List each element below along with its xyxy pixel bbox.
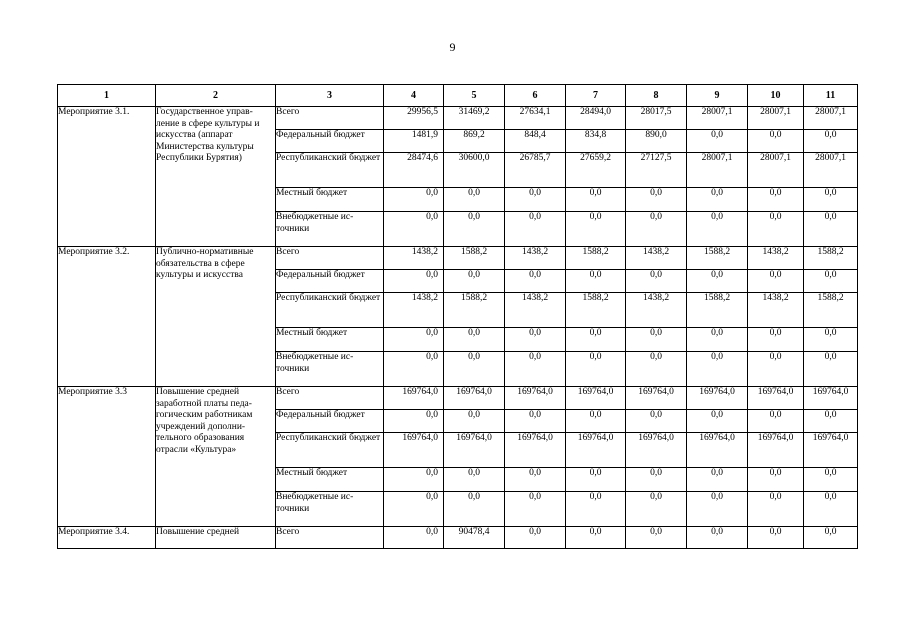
activity-description: Государственное управ-ление в сфере культуры и искусства (аппарат Министерства культуры Республики Бурятия)	[156, 107, 276, 247]
value-cell-col-10: 0,0	[748, 188, 804, 212]
value-cell-col-9: 169764,0	[687, 433, 748, 468]
funding-source: Республиканский бюджет	[276, 293, 384, 328]
value-cell-col-8: 0,0	[626, 188, 687, 212]
value-cell-col-5: 0,0	[444, 468, 505, 492]
table-body	[58, 107, 858, 549]
value-cell-col-6: 0,0	[505, 410, 566, 433]
funding-source: Республиканский бюджет	[276, 433, 384, 468]
funding-source: Внебюджетные ис-точники	[276, 352, 384, 387]
value-cell-col-9: 0,0	[687, 212, 748, 247]
value-cell-col-7: 0,0	[566, 527, 626, 549]
value-cell-col-6: 0,0	[505, 270, 566, 293]
page-number: 9	[449, 40, 456, 54]
value-cell-col-9: 28007,1	[687, 153, 748, 188]
value-cell-col-4: 0,0	[384, 410, 444, 433]
value-cell-col-8: 28017,5	[626, 107, 687, 130]
funding-source: Федеральный бюджет	[276, 270, 384, 293]
value-cell-col-10: 0,0	[748, 352, 804, 387]
value-cell-col-5: 1588,2	[444, 247, 505, 270]
value-cell-col-6: 0,0	[505, 188, 566, 212]
value-cell-col-4: 29956,5	[384, 107, 444, 130]
value-cell-col-6: 0,0	[505, 492, 566, 527]
value-cell-col-6: 0,0	[505, 468, 566, 492]
funding-source: Внебюджетные ис-точники	[276, 212, 384, 247]
value-cell-col-4: 0,0	[384, 527, 444, 549]
value-cell-col-7: 0,0	[566, 468, 626, 492]
value-cell-col-8: 890,0	[626, 130, 687, 153]
activity-description: Повышение средней	[156, 527, 276, 549]
value-cell-col-8: 1438,2	[626, 293, 687, 328]
value-cell-col-4: 1481,9	[384, 130, 444, 153]
value-cell-col-5: 0,0	[444, 410, 505, 433]
column-header-11: 11	[804, 85, 858, 107]
value-cell-col-6: 169764,0	[505, 433, 566, 468]
value-cell-col-4: 1438,2	[384, 293, 444, 328]
value-cell-col-11: 28007,1	[804, 153, 858, 188]
value-cell-col-6: 1438,2	[505, 293, 566, 328]
value-cell-col-11: 0,0	[804, 352, 858, 387]
value-cell-col-8: 0,0	[626, 352, 687, 387]
value-cell-col-7: 0,0	[566, 410, 626, 433]
value-cell-col-5: 0,0	[444, 328, 505, 352]
value-cell-col-9: 0,0	[687, 492, 748, 527]
funding-source: Всего	[276, 107, 384, 130]
value-cell-col-10: 169764,0	[748, 387, 804, 410]
value-cell-col-9: 1588,2	[687, 293, 748, 328]
value-cell-col-7: 1588,2	[566, 293, 626, 328]
value-cell-col-5: 169764,0	[444, 433, 505, 468]
column-header-3: 3	[276, 85, 384, 107]
value-cell-col-9: 0,0	[687, 352, 748, 387]
value-cell-col-10: 0,0	[748, 527, 804, 549]
value-cell-col-9: 0,0	[687, 188, 748, 212]
value-cell-col-5: 90478,4	[444, 527, 505, 549]
value-cell-col-10: 0,0	[748, 130, 804, 153]
activity-name: Мероприятие 3.4.	[58, 527, 156, 549]
column-header-6: 6	[505, 85, 566, 107]
value-cell-col-4: 0,0	[384, 492, 444, 527]
value-cell-col-10: 1438,2	[748, 247, 804, 270]
value-cell-col-7: 0,0	[566, 352, 626, 387]
value-cell-col-7: 0,0	[566, 328, 626, 352]
funding-source: Местный бюджет	[276, 188, 384, 212]
funding-source: Всего	[276, 247, 384, 270]
column-header-9: 9	[687, 85, 748, 107]
value-cell-col-6: 169764,0	[505, 387, 566, 410]
value-cell-col-9: 0,0	[687, 270, 748, 293]
value-cell-col-9: 0,0	[687, 130, 748, 153]
value-cell-col-6: 27634,1	[505, 107, 566, 130]
funding-source: Внебюджетные ис-точники	[276, 492, 384, 527]
value-cell-col-4: 169764,0	[384, 433, 444, 468]
value-cell-col-5: 0,0	[444, 270, 505, 293]
value-cell-col-11: 169764,0	[804, 433, 858, 468]
funding-source: Республиканский бюджет	[276, 153, 384, 188]
value-cell-col-10: 0,0	[748, 468, 804, 492]
value-cell-col-8: 27127,5	[626, 153, 687, 188]
value-cell-col-9: 0,0	[687, 410, 748, 433]
value-cell-col-7: 1588,2	[566, 247, 626, 270]
value-cell-col-5: 169764,0	[444, 387, 505, 410]
value-cell-col-4: 0,0	[384, 468, 444, 492]
value-cell-col-9: 0,0	[687, 527, 748, 549]
value-cell-col-4: 28474,6	[384, 153, 444, 188]
value-cell-col-6: 26785,7	[505, 153, 566, 188]
value-cell-col-8: 0,0	[626, 468, 687, 492]
value-cell-col-10: 0,0	[748, 270, 804, 293]
activity-name: Мероприятие 3.3	[58, 387, 156, 527]
value-cell-col-11: 0,0	[804, 492, 858, 527]
value-cell-col-7: 169764,0	[566, 433, 626, 468]
value-cell-col-11: 0,0	[804, 130, 858, 153]
value-cell-col-5: 30600,0	[444, 153, 505, 188]
value-cell-col-11: 0,0	[804, 212, 858, 247]
activity-name: Мероприятие 3.1.	[58, 107, 156, 247]
value-cell-col-6: 0,0	[505, 212, 566, 247]
value-cell-col-5: 1588,2	[444, 293, 505, 328]
value-cell-col-6: 0,0	[505, 527, 566, 549]
value-cell-col-8: 0,0	[626, 410, 687, 433]
value-cell-col-5: 0,0	[444, 352, 505, 387]
value-cell-col-11: 0,0	[804, 410, 858, 433]
funding-source: Федеральный бюджет	[276, 410, 384, 433]
value-cell-col-4: 1438,2	[384, 247, 444, 270]
funding-source: Местный бюджет	[276, 468, 384, 492]
value-cell-col-4: 0,0	[384, 270, 444, 293]
value-cell-col-6: 1438,2	[505, 247, 566, 270]
value-cell-col-8: 0,0	[626, 270, 687, 293]
table-row	[58, 247, 858, 270]
value-cell-col-9: 28007,1	[687, 107, 748, 130]
value-cell-col-5: 31469,2	[444, 107, 505, 130]
funding-source: Всего	[276, 527, 384, 549]
value-cell-col-11: 1588,2	[804, 247, 858, 270]
value-cell-col-4: 0,0	[384, 352, 444, 387]
column-header-1: 1	[58, 85, 156, 107]
value-cell-col-10: 169764,0	[748, 433, 804, 468]
value-cell-col-8: 0,0	[626, 527, 687, 549]
value-cell-col-5: 0,0	[444, 188, 505, 212]
value-cell-col-6: 0,0	[505, 328, 566, 352]
column-header-8: 8	[626, 85, 687, 107]
value-cell-col-11: 0,0	[804, 527, 858, 549]
value-cell-col-4: 0,0	[384, 188, 444, 212]
value-cell-col-5: 869,2	[444, 130, 505, 153]
value-cell-col-8: 0,0	[626, 328, 687, 352]
value-cell-col-9: 0,0	[687, 468, 748, 492]
value-cell-col-6: 848,4	[505, 130, 566, 153]
value-cell-col-4: 169764,0	[384, 387, 444, 410]
value-cell-col-7: 169764,0	[566, 387, 626, 410]
value-cell-col-7: 834,8	[566, 130, 626, 153]
value-cell-col-8: 169764,0	[626, 433, 687, 468]
header-row	[58, 85, 858, 107]
value-cell-col-7: 0,0	[566, 188, 626, 212]
column-header-10: 10	[748, 85, 804, 107]
value-cell-col-11: 28007,1	[804, 107, 858, 130]
value-cell-col-11: 1588,2	[804, 293, 858, 328]
value-cell-col-4: 0,0	[384, 328, 444, 352]
value-cell-col-10: 28007,1	[748, 153, 804, 188]
column-header-4: 4	[384, 85, 444, 107]
value-cell-col-9: 1588,2	[687, 247, 748, 270]
value-cell-col-8: 0,0	[626, 212, 687, 247]
value-cell-col-10: 28007,1	[748, 107, 804, 130]
value-cell-col-10: 1438,2	[748, 293, 804, 328]
table-row	[58, 387, 858, 410]
value-cell-col-11: 0,0	[804, 328, 858, 352]
value-cell-col-10: 0,0	[748, 410, 804, 433]
value-cell-col-9: 169764,0	[687, 387, 748, 410]
activity-description: Повышение средней заработной платы педа-гогическим работникам учреждений дополни-тельного образования отрасли «Культура»	[156, 387, 276, 527]
budget-table	[57, 84, 858, 549]
value-cell-col-10: 0,0	[748, 328, 804, 352]
column-header-2: 2	[156, 85, 276, 107]
value-cell-col-7: 28494,0	[566, 107, 626, 130]
value-cell-col-9: 0,0	[687, 328, 748, 352]
funding-source: Местный бюджет	[276, 328, 384, 352]
table-row	[58, 107, 858, 130]
activity-description: Публично-нормативные обязательства в сфере культуры и искусства	[156, 247, 276, 387]
value-cell-col-7: 27659,2	[566, 153, 626, 188]
value-cell-col-7: 0,0	[566, 212, 626, 247]
value-cell-col-4: 0,0	[384, 212, 444, 247]
value-cell-col-11: 0,0	[804, 188, 858, 212]
funding-source: Всего	[276, 387, 384, 410]
value-cell-col-6: 0,0	[505, 352, 566, 387]
column-header-7: 7	[566, 85, 626, 107]
value-cell-col-7: 0,0	[566, 270, 626, 293]
value-cell-col-8: 169764,0	[626, 387, 687, 410]
funding-source: Федеральный бюджет	[276, 130, 384, 153]
value-cell-col-10: 0,0	[748, 212, 804, 247]
value-cell-col-11: 169764,0	[804, 387, 858, 410]
value-cell-col-8: 0,0	[626, 492, 687, 527]
value-cell-col-7: 0,0	[566, 492, 626, 527]
activity-name: Мероприятие 3.2.	[58, 247, 156, 387]
value-cell-col-8: 1438,2	[626, 247, 687, 270]
value-cell-col-11: 0,0	[804, 270, 858, 293]
column-header-5: 5	[444, 85, 505, 107]
table-row	[58, 527, 858, 549]
value-cell-col-5: 0,0	[444, 212, 505, 247]
value-cell-col-5: 0,0	[444, 492, 505, 527]
value-cell-col-10: 0,0	[748, 492, 804, 527]
value-cell-col-11: 0,0	[804, 468, 858, 492]
